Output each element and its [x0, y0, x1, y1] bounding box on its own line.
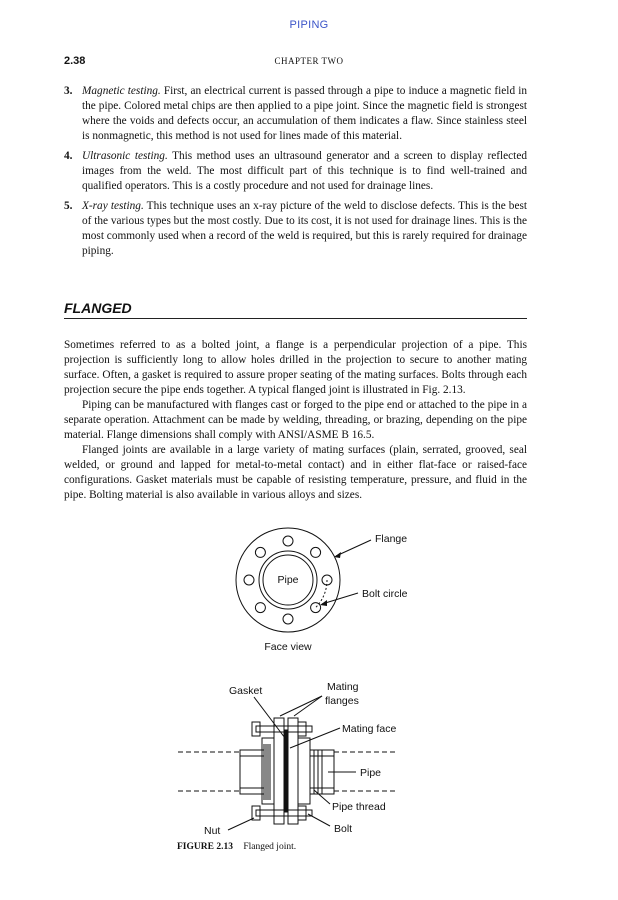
pipe-label: Pipe — [277, 574, 299, 586]
mating-flanges-label: Mating — [327, 681, 359, 693]
section-body — [64, 338, 527, 503]
bolt-circle-leader — [322, 593, 358, 604]
mating-flanges-leader — [280, 696, 322, 716]
nut-leader — [228, 818, 254, 830]
right-flange — [288, 718, 298, 824]
pipe-thread-label: Pipe thread — [332, 801, 386, 813]
bolt-hole — [283, 536, 293, 546]
arrowhead — [334, 552, 341, 558]
face-view-diagram — [236, 528, 371, 632]
gasket — [284, 730, 288, 812]
flange-label: Flange — [375, 533, 408, 545]
figure-caption — [177, 842, 296, 852]
list-item-term: Ultrasonic testing. — [82, 150, 168, 162]
bolt-hole — [255, 603, 265, 613]
list-item-text: This method uses an ultrasound generator and a screen to display reflected images from the weld. The most difficult part of this technique is to find well-trained and qualified operators. This is a costly procedure and not used for drainage lines. — [82, 150, 527, 192]
list-item-number: 4. — [64, 150, 73, 162]
face-view-label: Face view — [264, 641, 312, 653]
paragraph: Flanged joints are available in a large variety of mating surfaces (plain, serrated, grooved, seal welded, or ground and lapped for metal-to-metal contact) and in either flat-face or raised-face configurations. Gasket materials must be capable of resisting temperature, pressure, and fluid in the pipe. Bolting material is also available in various alloys and sizes. — [64, 444, 527, 501]
page-number: 2.38 — [64, 55, 86, 67]
testing-methods-list — [64, 84, 527, 264]
list-item-term: Magnetic testing. — [82, 85, 161, 97]
top-bolt-head — [298, 722, 306, 736]
bolt-label: Bolt — [334, 823, 353, 835]
left-pipe-body — [240, 750, 264, 794]
gasket-label: Gasket — [229, 685, 263, 697]
nut-label: Nut — [204, 825, 221, 837]
section-heading: FLANGED — [64, 300, 527, 319]
running-head: PIPING — [289, 19, 329, 31]
mating-face-label: Mating face — [342, 723, 397, 735]
bolt-hole — [244, 575, 254, 585]
right-pipe-thread — [314, 750, 322, 794]
mating-flanges-label: flanges — [325, 695, 359, 707]
bolt-circle-label: Bolt circle — [362, 588, 408, 600]
list-item-term: X-ray testing. — [82, 200, 144, 212]
pipe-label: Pipe — [360, 767, 382, 779]
list-item-text: First, an electrical current is passed through a pipe to induce a magnetic field in the pipe. Colored metal chips are then applied to a pipe joint. Since the magnetic field is strongest where the voids and defects occur, an accumulation of them indicates a flaw. Since stainless steel is nonmagnetic, this method is not used for lines made of this material. — [82, 85, 527, 142]
figure-number: FIGURE 2.13 — [177, 842, 233, 852]
right-flange-hub — [298, 738, 310, 804]
bottom-bolt-head — [298, 806, 306, 820]
figure-caption-text: Flanged joint. — [243, 842, 297, 852]
list-item — [64, 199, 527, 259]
paragraph: Sometimes referred to as a bolted joint, a flange is a perpendicular projection of a pipe. This projection is sufficiently long to allow holes drilled in the projection to secure to another mating surface. Often, a gasket is required to assure proper seating of the mating surfaces. Bolts through each projection secure the pipe ends together. A typical flanged joint is illustrated in Fig. 2.13. — [64, 339, 527, 396]
flanged-joint-figure — [0, 500, 618, 840]
mating-flanges-leader — [294, 696, 322, 716]
list-item — [64, 84, 527, 144]
paragraph: Piping can be manufactured with flanges cast or forged to the pipe end or attached to the pipe in a separate operation. Attachment can be made by welding, threading, or brazing, depending on the pipe material. Flange dimensions shall comply with ANSI/ASME B 16.5. — [64, 399, 527, 441]
chapter-title: CHAPTER TWO — [274, 56, 344, 66]
list-item-number: 3. — [64, 85, 73, 97]
bolt-hole — [311, 547, 321, 557]
bolt-leader — [308, 814, 330, 826]
list-item — [64, 149, 527, 194]
list-item-number: 5. — [64, 200, 73, 212]
bolt-hole — [255, 547, 265, 557]
list-item-text: This technique uses an x-ray picture of the weld to disclose defects. This is the best of the various types but the most costly. Due to its cost, it is not used for drainage lines. This is the most commonly used when a record of the weld is required, but this is rarely required for drainage piping. — [82, 200, 527, 257]
flange-leader — [336, 540, 371, 556]
left-hub-thread — [264, 744, 270, 800]
bolt-hole — [283, 614, 293, 624]
